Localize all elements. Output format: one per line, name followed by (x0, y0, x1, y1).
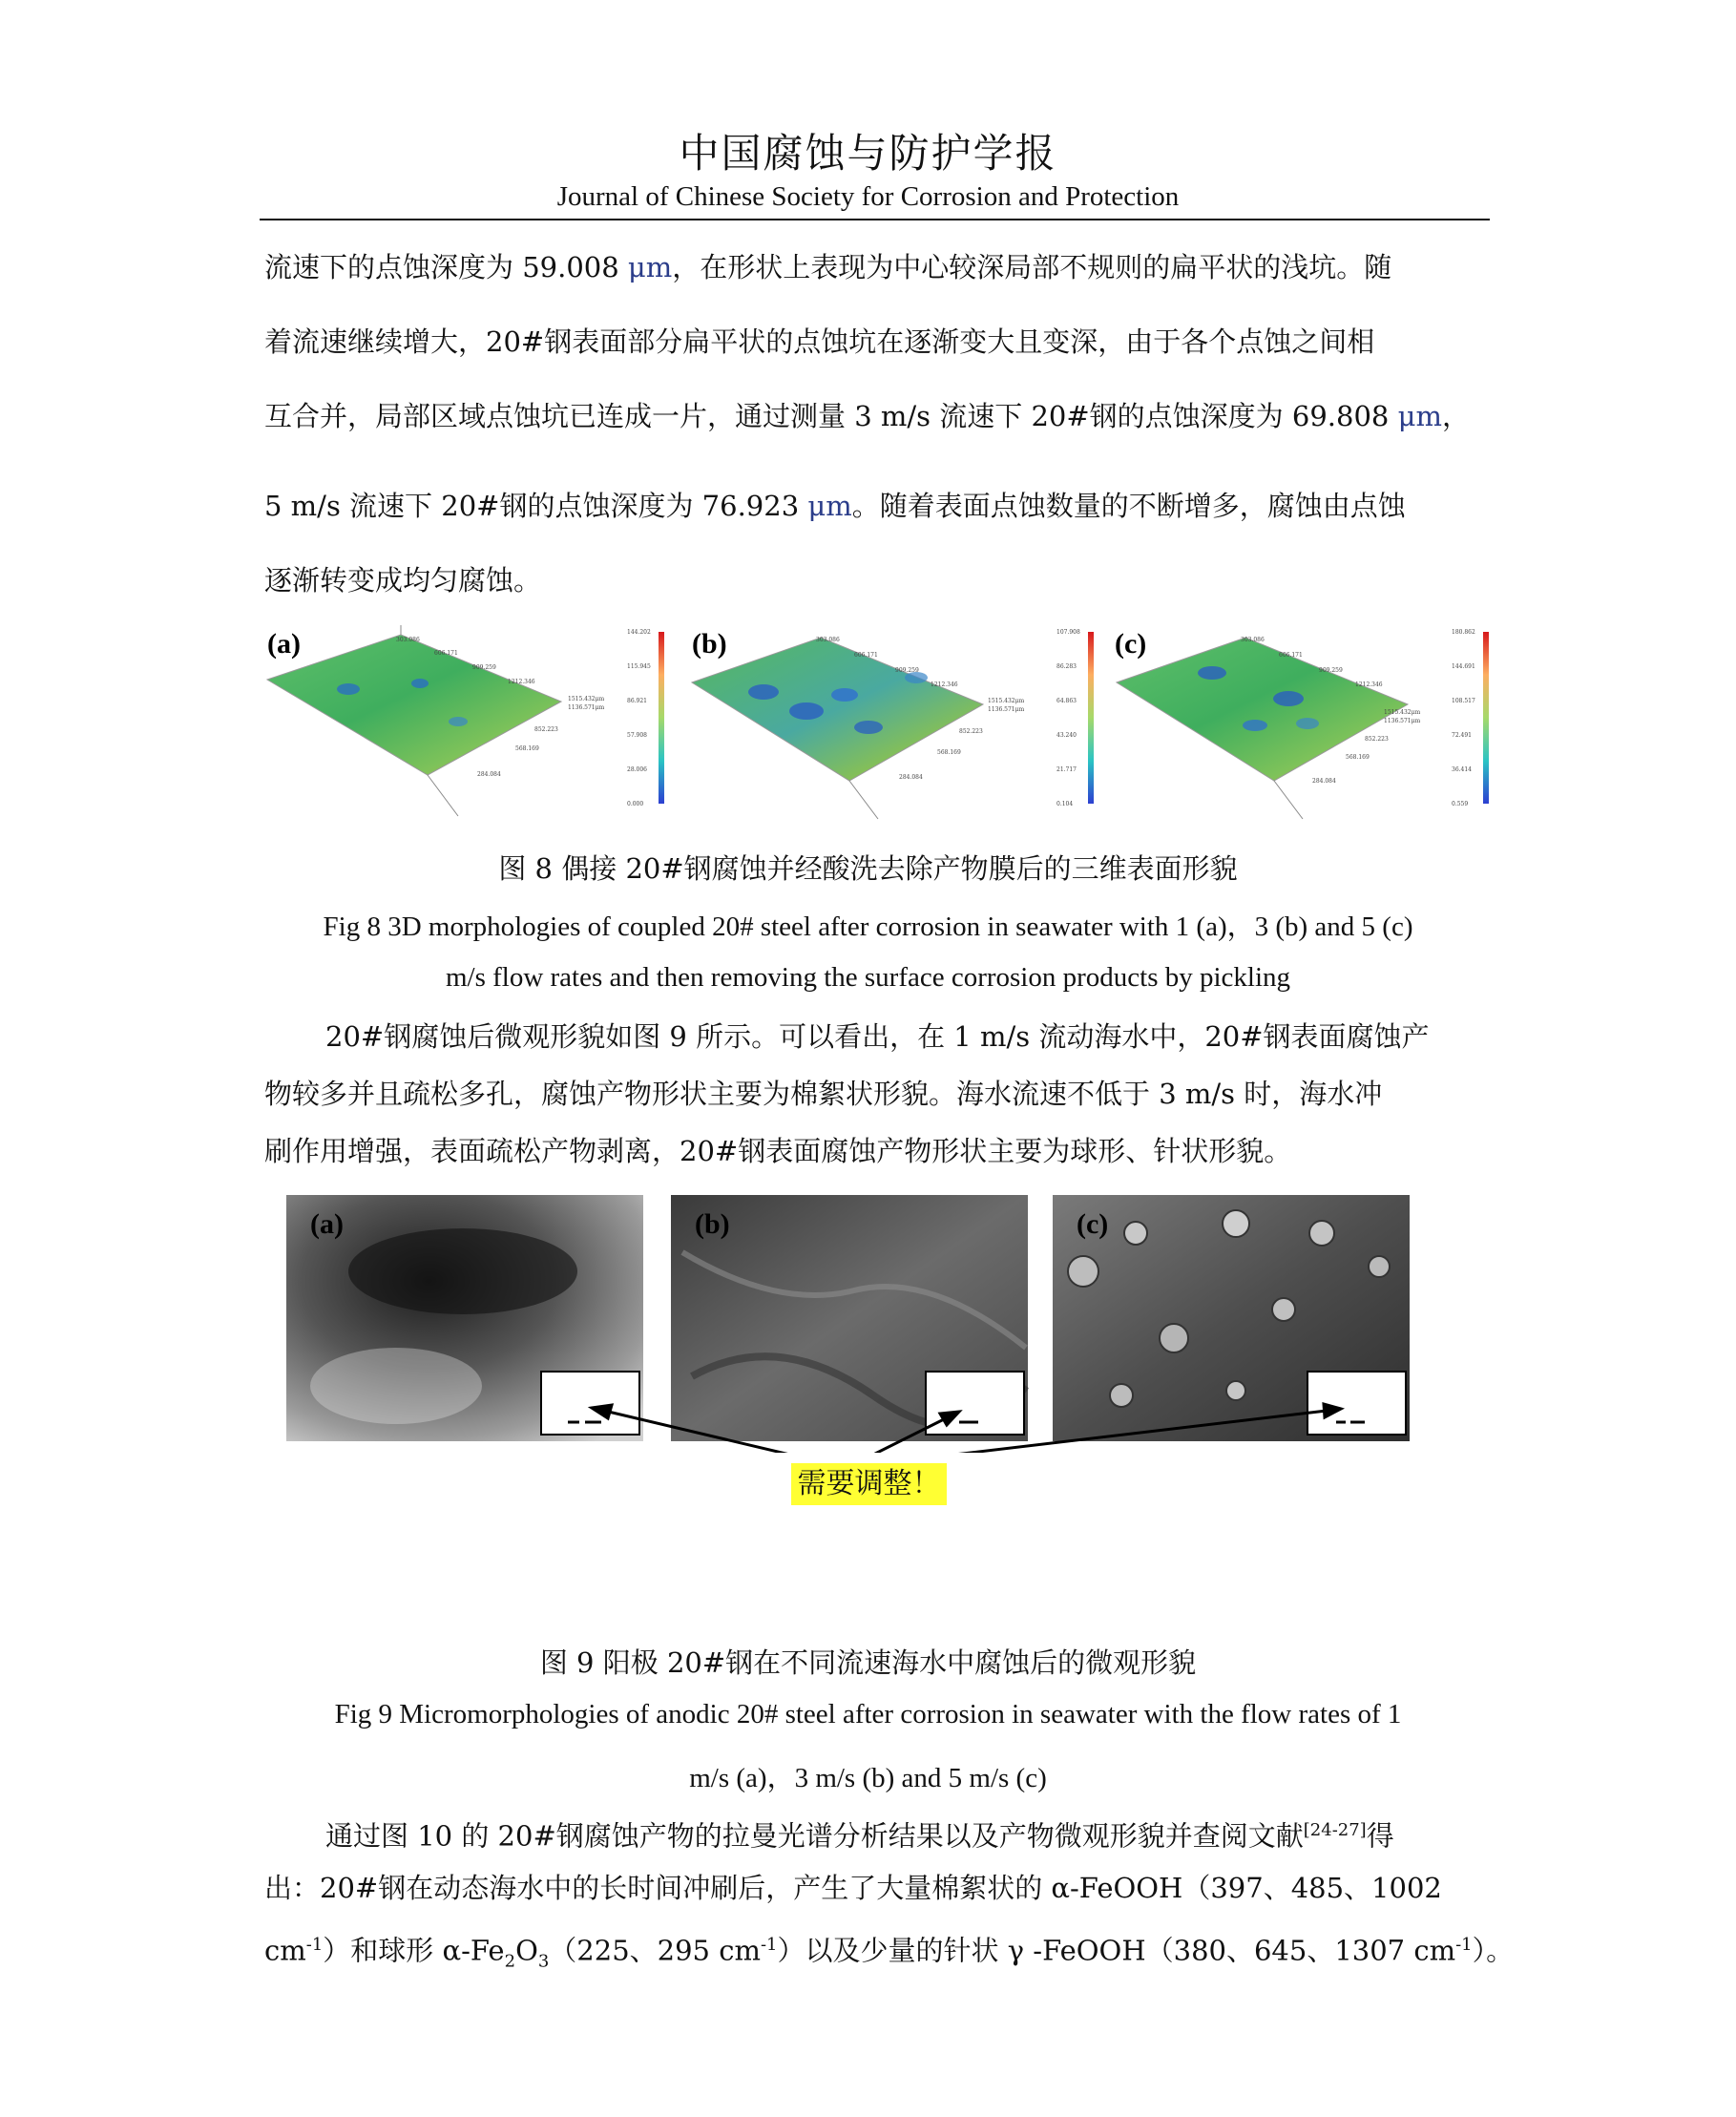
scale-label: 0.104 (1056, 801, 1074, 807)
pit (449, 717, 468, 726)
pit (748, 684, 779, 700)
fig8-caption-en-2: m/s flow rates and then removing the surface corrosion products by pickling (445, 962, 1291, 993)
axis-label: 1212.346 (1355, 681, 1383, 688)
axis-label: 1515.432μm (1384, 709, 1421, 716)
texture (348, 1228, 577, 1314)
pit (854, 721, 883, 734)
axis-label: 1515.432μm (568, 696, 605, 702)
para3-line1 (325, 1812, 1552, 1855)
fig9-panel-b (671, 1195, 1028, 1441)
superscript: -1 (1455, 1935, 1473, 1955)
pit (1273, 691, 1304, 706)
para2-line3: 刷作用增强，表面疏松产物剥离，20#钢表面腐蚀产物形状主要为球形、针状形貌。 (264, 1135, 1292, 1167)
para1-line3 (264, 397, 1491, 435)
scale-bar-box (926, 1372, 1024, 1435)
fig9-caption-en-2: m/s (a)，3 m/s (b) and 5 m/s (c) (689, 1763, 1047, 1793)
fig8-panel-a (267, 625, 664, 816)
surface-map (267, 635, 561, 775)
axis-label: 909.259 (895, 667, 919, 674)
scale-label: 144.691 (1452, 663, 1475, 670)
texture (1309, 1221, 1334, 1246)
text: 5 m/s 流速下 20#钢的点蚀深度为 76.923 (264, 490, 808, 522)
panel-label: (a) (310, 1208, 344, 1240)
axis-label: 568.169 (1346, 754, 1370, 761)
scale-label: 107.908 (1056, 629, 1080, 636)
axis-line (849, 781, 878, 819)
texture (1068, 1256, 1098, 1287)
text: 互合并，局部区域点蚀坑已连成一片，通过测量 3 m/s 流速下 20#钢的点蚀深度为 69.808 (264, 400, 1398, 432)
scale-label: 108.517 (1452, 698, 1475, 704)
panel-label: (b) (692, 628, 727, 660)
unit: μm (627, 251, 673, 283)
axis-label: 568.169 (937, 749, 961, 756)
text: ）和球形 α-Fe (323, 1934, 505, 1967)
journal-title-en: Journal of Chinese Society for Corrosion and Protection (556, 181, 1180, 212)
axis-label: 852.223 (1365, 736, 1389, 743)
subscript: 3 (537, 1951, 550, 1972)
axis-label: 606.171 (434, 650, 458, 657)
scale-bar-box (541, 1372, 639, 1435)
text: （225、295 cm (549, 1934, 761, 1967)
para1-line5: 逐渐转变成均匀腐蚀。 (264, 564, 542, 597)
color-scale (659, 632, 664, 804)
fig8-panel-b (692, 628, 1094, 819)
pit (411, 679, 429, 688)
scale-label: 28.006 (627, 766, 647, 773)
scale-label: 64.863 (1056, 698, 1077, 704)
axis-label: 568.169 (515, 745, 539, 752)
axis-label: 852.223 (959, 728, 983, 735)
text: 。随着表面点蚀数量的不断增多，腐蚀由点蚀 (851, 490, 1406, 522)
scale-label: 57.908 (627, 732, 647, 739)
unit: μm (807, 490, 852, 522)
axis-label: 606.171 (1279, 652, 1303, 659)
superscript: -1 (305, 1935, 324, 1955)
color-scale (1088, 632, 1094, 804)
scale-label: 86.921 (627, 698, 647, 704)
text: cm (264, 1934, 306, 1967)
para3-line3 (264, 1926, 1515, 1981)
pit (1243, 720, 1267, 731)
fig9-panel-c (1053, 1195, 1410, 1441)
axis-label: 1515.432μm (988, 698, 1025, 704)
panel-label: (a) (267, 628, 301, 660)
fig9-caption-en-1: Fig 9 Micromorphologies of anodic 20# steel after corrosion in seawater with the flow rates of 1 (334, 1699, 1402, 1729)
texture (1226, 1381, 1245, 1400)
axis-label: 303.086 (1241, 637, 1265, 643)
pit (1296, 718, 1319, 729)
para3-line2: 出：20#钢在动态海水中的长时间冲刷后，产生了大量棉絮状的 α-FeOOH（397、485、1002 (264, 1872, 1442, 1904)
scale-label: 144.202 (627, 629, 651, 636)
para1-line4 (264, 487, 1491, 525)
panel-label: (c) (1077, 1208, 1109, 1240)
axis-line (428, 775, 458, 816)
axis-label: 852.223 (534, 726, 558, 733)
unit: μm (1397, 400, 1442, 432)
text: 通过图 10 的 20#钢腐蚀产物的拉曼光谱分析结果以及产物微观形貌并查阅文献 (325, 1819, 1304, 1853)
texture (310, 1348, 482, 1424)
citation: [24-27] (1303, 1820, 1367, 1840)
panel-label: (b) (695, 1208, 730, 1240)
texture (1124, 1222, 1147, 1245)
para1-line1 (264, 248, 1491, 286)
axis-label: 1212.346 (931, 681, 958, 688)
header-rule (260, 219, 1490, 220)
para1-line2: 着流速继续增大，20#钢表面部分扁平状的点蚀坑在逐渐变大且变深，由于各个点蚀之间相 (264, 325, 1375, 358)
axis-label: 303.086 (816, 637, 840, 643)
axis-label: 284.084 (899, 774, 923, 781)
panel-label: (c) (1115, 628, 1147, 660)
pit (337, 683, 360, 695)
surface-map (692, 638, 983, 781)
scale-label: 72.491 (1452, 732, 1472, 739)
fig8-caption-cn: 图 8 偶接 20#钢腐蚀并经酸洗去除产物膜后的三维表面形貌 (498, 852, 1238, 885)
axis-line (1274, 781, 1303, 819)
revision-note: 需要调整！ (791, 1463, 947, 1505)
fig8-panel-c (1115, 628, 1489, 819)
scale-label: 0.000 (627, 801, 644, 807)
text: O (515, 1934, 538, 1967)
text: ）以及少量的针状 γ -FeOOH（380、645、1307 cm (777, 1934, 1456, 1967)
texture (1223, 1210, 1249, 1237)
axis-label: 284.084 (477, 771, 501, 778)
text: ， (1441, 400, 1470, 432)
subscript: 2 (504, 1951, 516, 1972)
text: 流速下的点蚀深度为 59.008 (264, 251, 628, 283)
journal-title-cn: 中国腐蚀与防护学报 (679, 130, 1057, 177)
superscript: -1 (760, 1935, 778, 1955)
axis-label: 1212.346 (508, 679, 535, 685)
para2-line1: 20#钢腐蚀后微观形貌如图 9 所示。可以看出，在 1 m/s 流动海水中，20#钢表面腐蚀产 (325, 1020, 1430, 1053)
pit (831, 688, 858, 702)
para2-line2: 物较多并且疏松多孔，腐蚀产物形状主要为棉絮状形貌。海水流速不低于 3 m/s 时，海水冲 (264, 1078, 1383, 1110)
text: 得 (1366, 1819, 1394, 1853)
axis-label: 303.086 (396, 637, 420, 643)
text: ）。 (1472, 1934, 1515, 1967)
axis-label: 1136.571μm (568, 704, 605, 711)
fig9-caption-cn: 图 9 阳极 20#钢在不同流速海水中腐蚀后的微观形貌 (539, 1646, 1197, 1679)
color-scale (1483, 632, 1489, 804)
axis-label: 909.259 (1319, 667, 1343, 674)
axis-label: 284.084 (1312, 778, 1336, 785)
figure-9 (282, 1195, 1427, 1453)
texture (1369, 1256, 1390, 1277)
axis-label: 1136.571μm (988, 706, 1025, 713)
scale-label: 36.414 (1452, 766, 1472, 773)
texture (1272, 1298, 1295, 1321)
text: ，在形状上表现为中心较深局部不规则的扁平状的浅坑。随 (672, 251, 1392, 283)
fig8-caption-en-1: Fig 8 3D morphologies of coupled 20# steel after corrosion in seawater with 1 (a)，3 (b) and 5 (c) (323, 912, 1413, 942)
axis-label: 1136.571μm (1384, 718, 1421, 724)
scale-label: 115.945 (627, 663, 651, 670)
scale-label: 43.240 (1056, 732, 1077, 739)
fig9-panel-a (286, 1195, 643, 1441)
axis-label: 909.259 (472, 664, 496, 671)
axis-label: 606.171 (854, 652, 878, 659)
scale-label: 0.559 (1452, 801, 1469, 807)
scale-label: 180.862 (1452, 629, 1475, 636)
pit (789, 702, 824, 720)
figure-8 (258, 620, 1498, 830)
texture (1110, 1384, 1133, 1407)
scale-label: 21.717 (1056, 766, 1077, 773)
pit (1198, 666, 1226, 680)
texture (1160, 1324, 1188, 1352)
scale-label: 86.283 (1056, 663, 1077, 670)
